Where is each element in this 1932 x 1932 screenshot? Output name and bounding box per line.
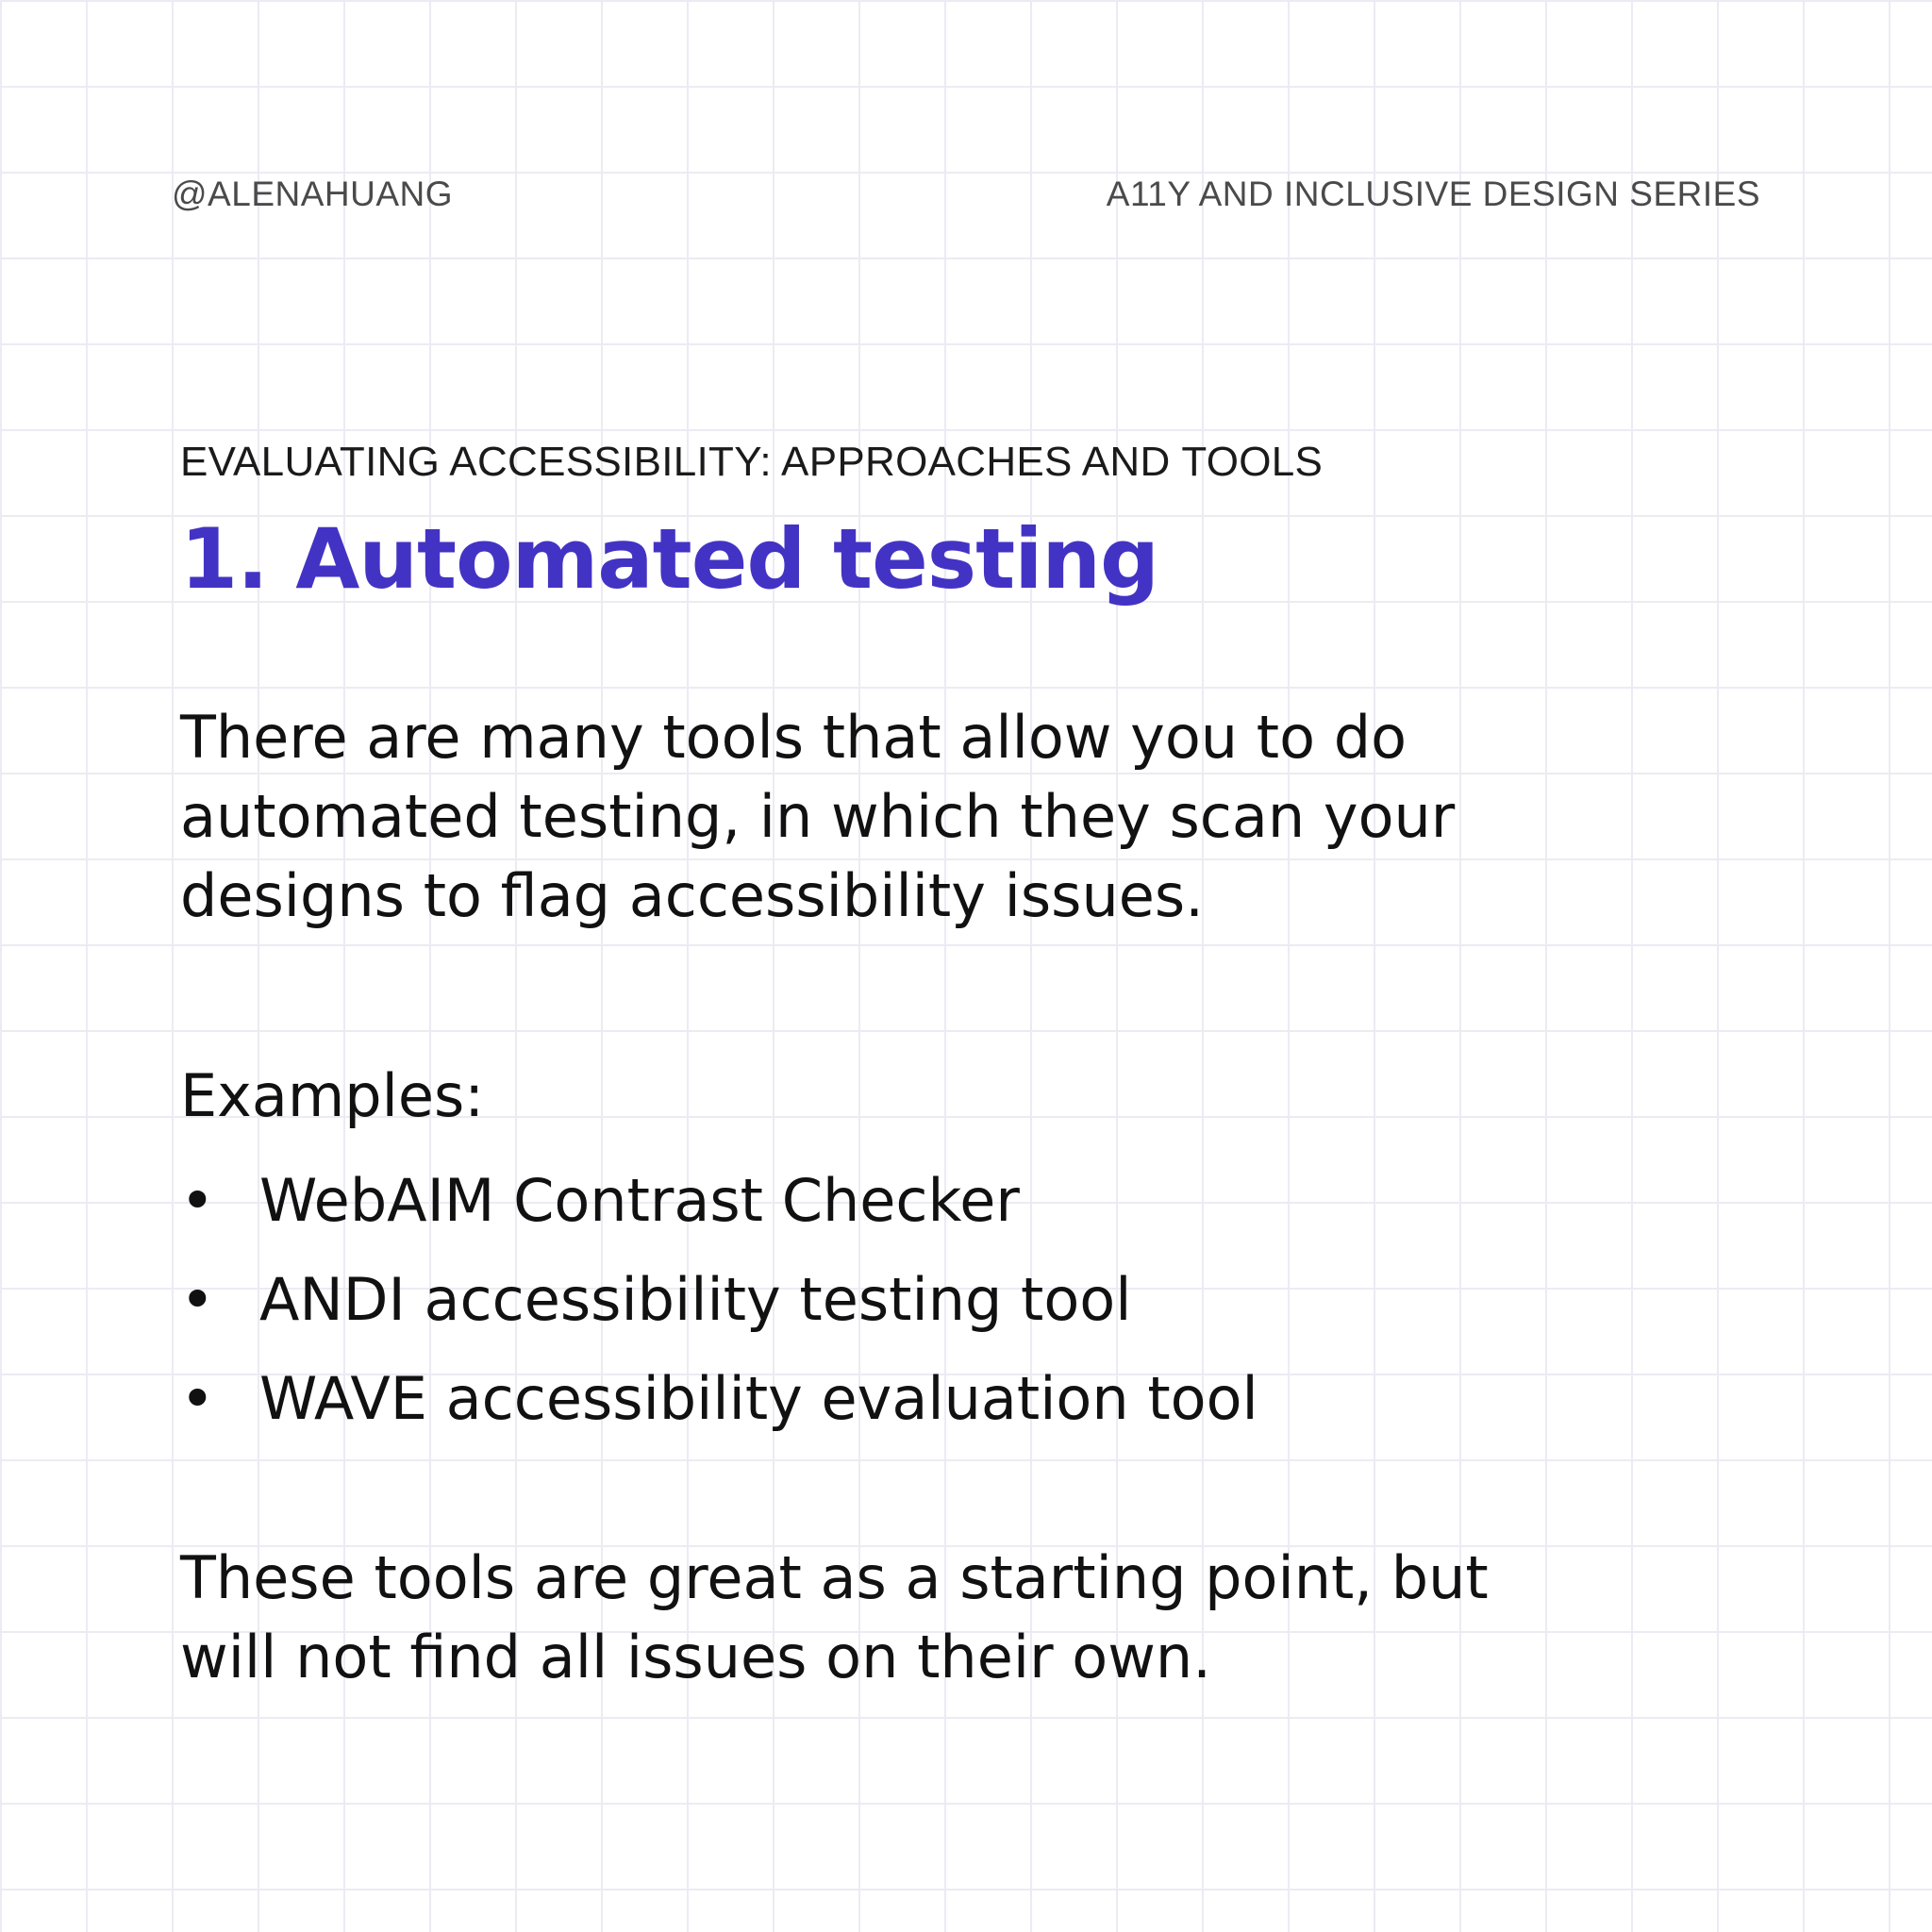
- section-eyebrow: EVALUATING ACCESSIBILITY: APPROACHES AND TOOLS: [180, 439, 1324, 485]
- intro-paragraph: [180, 698, 1708, 936]
- slide-content: [180, 436, 1784, 1697]
- bullet-icon: •: [180, 1364, 215, 1433]
- list-item: [180, 1349, 1784, 1448]
- series-title: A11Y AND INCLUSIVE DESIGN SERIES: [1106, 175, 1760, 213]
- outro-line: will not find all issues on their own.: [180, 1623, 1211, 1691]
- examples-label: Examples:: [180, 1061, 485, 1130]
- author-handle: @ALENAHUANG: [172, 175, 454, 213]
- intro-line: designs to flag accessibility issues.: [180, 861, 1204, 930]
- list-item: [180, 1151, 1784, 1250]
- examples-list: [180, 1151, 1784, 1448]
- list-item-label: WebAIM Contrast Checker: [259, 1166, 1020, 1235]
- bullet-icon: •: [180, 1265, 215, 1334]
- intro-line: automated testing, in which they scan your: [180, 782, 1456, 851]
- list-item: [180, 1250, 1784, 1349]
- outro-paragraph: [180, 1539, 1784, 1697]
- list-item-label: WAVE accessibility evaluation tool: [259, 1364, 1258, 1433]
- list-item-label: ANDI accessibility testing tool: [259, 1265, 1132, 1334]
- bullet-icon: •: [180, 1166, 215, 1235]
- page-title: 1. Automated testing: [180, 510, 1159, 608]
- intro-line: There are many tools that allow you to do: [180, 703, 1407, 772]
- outro-line: These tools are great as a starting point, but: [180, 1543, 1489, 1612]
